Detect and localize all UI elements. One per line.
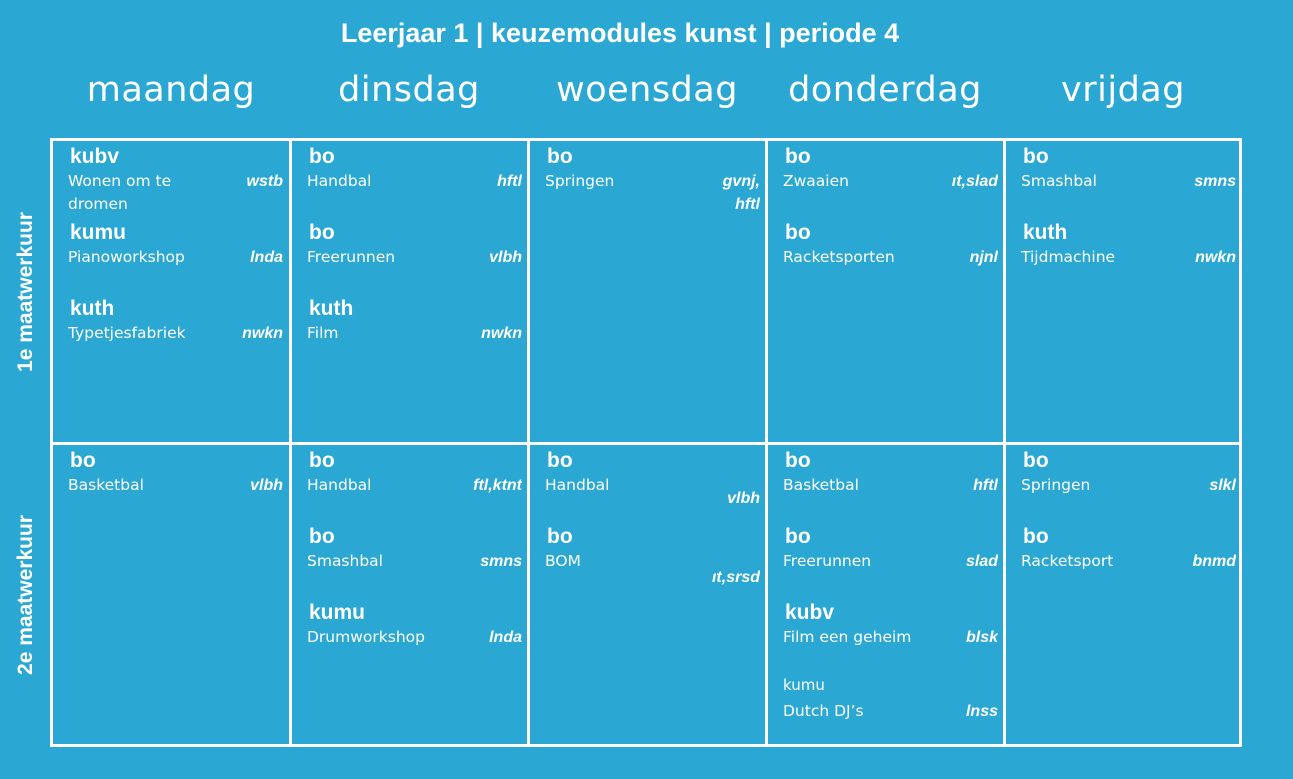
module-name: Handbal [307,476,372,494]
day-header-row [52,70,1242,120]
module-code: kumu [70,221,127,244]
module-name: Freerunnen [307,248,396,266]
module-code: kumu [309,601,366,624]
row-label-2-text: 2e maatwerkuur [14,515,38,675]
teacher-code: nwkn [1195,249,1236,266]
module-code: bo [785,525,811,548]
module-name: Dutch DJ’s [783,702,864,720]
module-name: Tijdmachine [1021,248,1116,266]
teacher-code: bnmd [1192,553,1236,570]
module-code: kuth [70,297,115,320]
teacher-code: ıt,slad [951,173,998,190]
cell-r1-woensdag [530,141,766,441]
module-code: bo [547,145,573,168]
module-name: Racketsporten [783,248,895,266]
module-code: kuth [1023,221,1068,244]
teacher-code: lnda [250,249,283,266]
teacher-code: hftl [497,173,522,190]
teacher-code: vlbh [250,477,283,494]
module-name: Racketsport [1021,552,1114,570]
module-name: BOM [545,552,581,570]
row-label-2 [0,445,52,745]
module-name: Zwaaien [783,172,849,190]
day-header-donderdag: donderdag [788,70,982,110]
module-name: Wonen om te dromen [68,172,172,213]
cell-r2-dinsdag [292,445,528,745]
cell-r1-donderdag [768,141,1004,441]
module-code: bo [785,221,811,244]
teacher-code: ftl,ktnt [473,477,522,494]
teacher-code: slad [965,553,998,570]
module-code: bo [309,449,335,472]
module-name: Handbal [307,172,372,190]
module-code: kubv [785,601,835,624]
cell-r2-woensdag [530,445,766,745]
cell-r2-maandag [53,445,289,745]
module-code: bo [547,449,573,472]
teacher-code: ıt,srsd [711,569,760,586]
teacher-code: blsk [965,629,998,646]
module-code: bo [785,145,811,168]
module-name: Smashbal [1021,172,1097,190]
teacher-code: nwkn [481,325,522,342]
module-name: Film een geheim [783,628,912,646]
module-name: Basketbal [68,476,144,494]
teacher-code: slkl [1209,477,1236,494]
teacher-code: smns [480,553,522,570]
module-name: Freerunnen [783,552,872,570]
schedule-grid [50,138,1242,747]
teacher-code: hftl [973,477,998,494]
module-name: Drumworkshop [307,628,425,646]
module-name: Springen [545,172,615,190]
day-header-dinsdag: dinsdag [338,70,480,110]
cell-r1-dinsdag [292,141,528,441]
day-header-woensdag: woensdag [556,70,738,110]
row-label-1-text: 1e maatwerkuur [14,211,38,372]
page-title: Leerjaar 1 | keuzemodules kunst | periode 4 [340,18,900,48]
teacher-code: vlbh [727,490,760,507]
module-code: bo [785,449,811,472]
module-code: bo [1023,449,1049,472]
module-code: kumu [783,676,825,694]
module-name: Smashbal [307,552,383,570]
module-code: bo [309,221,335,244]
module-name: Springen [1021,476,1091,494]
teacher-code: smns [1194,173,1236,190]
cell-r2-vrijdag [1006,445,1242,745]
teacher-code: gvnj, hftl [722,173,760,213]
module-code: bo [1023,525,1049,548]
module-code: bo [547,525,573,548]
module-name: Typetjesfabriek [68,324,186,342]
day-header-maandag: maandag [86,70,256,110]
teacher-code: njnl [969,249,998,266]
module-code: kuth [309,297,354,320]
module-name: Handbal [545,476,610,494]
module-code: bo [309,145,335,168]
day-header-vrijdag: vrijdag [1061,70,1185,110]
cell-r1-vrijdag [1006,141,1242,441]
module-code: bo [70,449,96,472]
module-code: bo [1023,145,1049,168]
module-name: Pianoworkshop [68,248,185,266]
module-code: bo [309,525,335,548]
module-code: kubv [70,145,120,168]
module-name: Film [307,324,339,342]
row-label-1 [0,141,52,442]
cell-r2-donderdag [768,445,1004,745]
teacher-code: nwkn [242,325,283,342]
teacher-code: vlbh [489,249,522,266]
teacher-code: lnda [489,629,522,646]
teacher-code: wstb [246,173,283,190]
teacher-code: lnss [965,703,998,720]
cell-r1-maandag [53,141,289,441]
module-name: Basketbal [783,476,859,494]
